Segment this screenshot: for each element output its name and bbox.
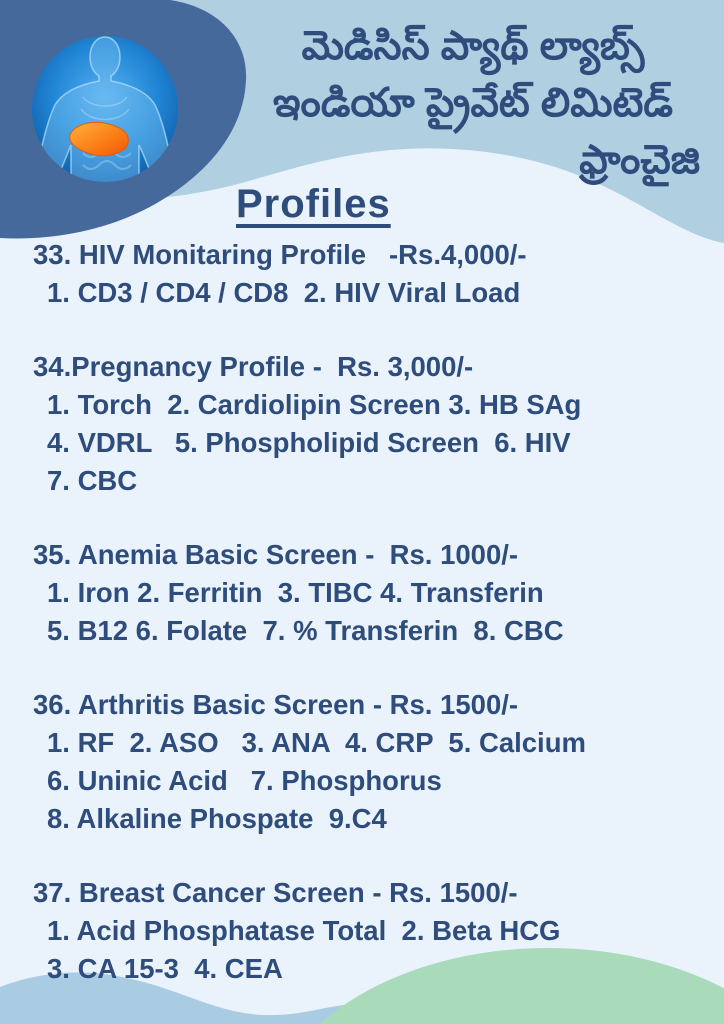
profile-item: 7. CBC [47, 465, 138, 496]
profile-list [33, 236, 693, 1024]
profile-group-37 [33, 874, 693, 988]
profile-item: 4. VDRL 5. Phospholipid Screen 6. HIV [47, 427, 571, 458]
profile-group-35 [33, 536, 693, 650]
profile-group-36 [33, 686, 693, 838]
profile-item: 8. Alkaline Phospate 9.C4 [47, 803, 387, 834]
org-name-line-3: ఫ్రాంచైజి [579, 138, 700, 182]
profile-group-33 [33, 236, 693, 312]
profile-item: 1. CD3 / CD4 / CD8 2. HIV Viral Load [47, 277, 521, 308]
profile-item: 1. Acid Phosphatase Total 2. Beta HCG [47, 915, 561, 946]
human-anatomy-liver-icon [31, 35, 179, 183]
org-name-line-2: ఇండియా ప్రైవేట్ లిమిటెడ్ [272, 81, 674, 125]
profiles-heading: Profiles [236, 182, 391, 226]
brand-logo [31, 35, 179, 183]
profile-title: 34.Pregnancy Profile - Rs. 3,000/- [33, 351, 474, 382]
profile-item: 6. Uninic Acid 7. Phosphorus [47, 765, 442, 796]
profile-title: 33. HIV Monitaring Profile -Rs.4,000/- [33, 239, 527, 270]
profile-title: 36. Arthritis Basic Screen - Rs. 1500/- [33, 689, 519, 720]
profile-group-34 [33, 348, 693, 500]
profile-title: 35. Anemia Basic Screen - Rs. 1000/- [33, 539, 519, 570]
profile-item: 5. B12 6. Folate 7. % Transferin 8. CBC [47, 615, 564, 646]
profile-item: 1. RF 2. ASO 3. ANA 4. CRP 5. Calcium [47, 727, 586, 758]
profile-item: 1. Iron 2. Ferritin 3. TIBC 4. Transferin [47, 577, 544, 608]
profile-title: 37. Breast Cancer Screen - Rs. 1500/- [33, 877, 518, 908]
profile-item: 1. Torch 2. Cardiolipin Screen 3. HB SAg [47, 389, 582, 420]
org-name-line-1: మెడిసిస్ ప్యాథ్ ల్యాబ్స్ [301, 24, 645, 68]
org-name [238, 18, 708, 189]
profile-item: 3. CA 15-3 4. CEA [47, 953, 283, 984]
